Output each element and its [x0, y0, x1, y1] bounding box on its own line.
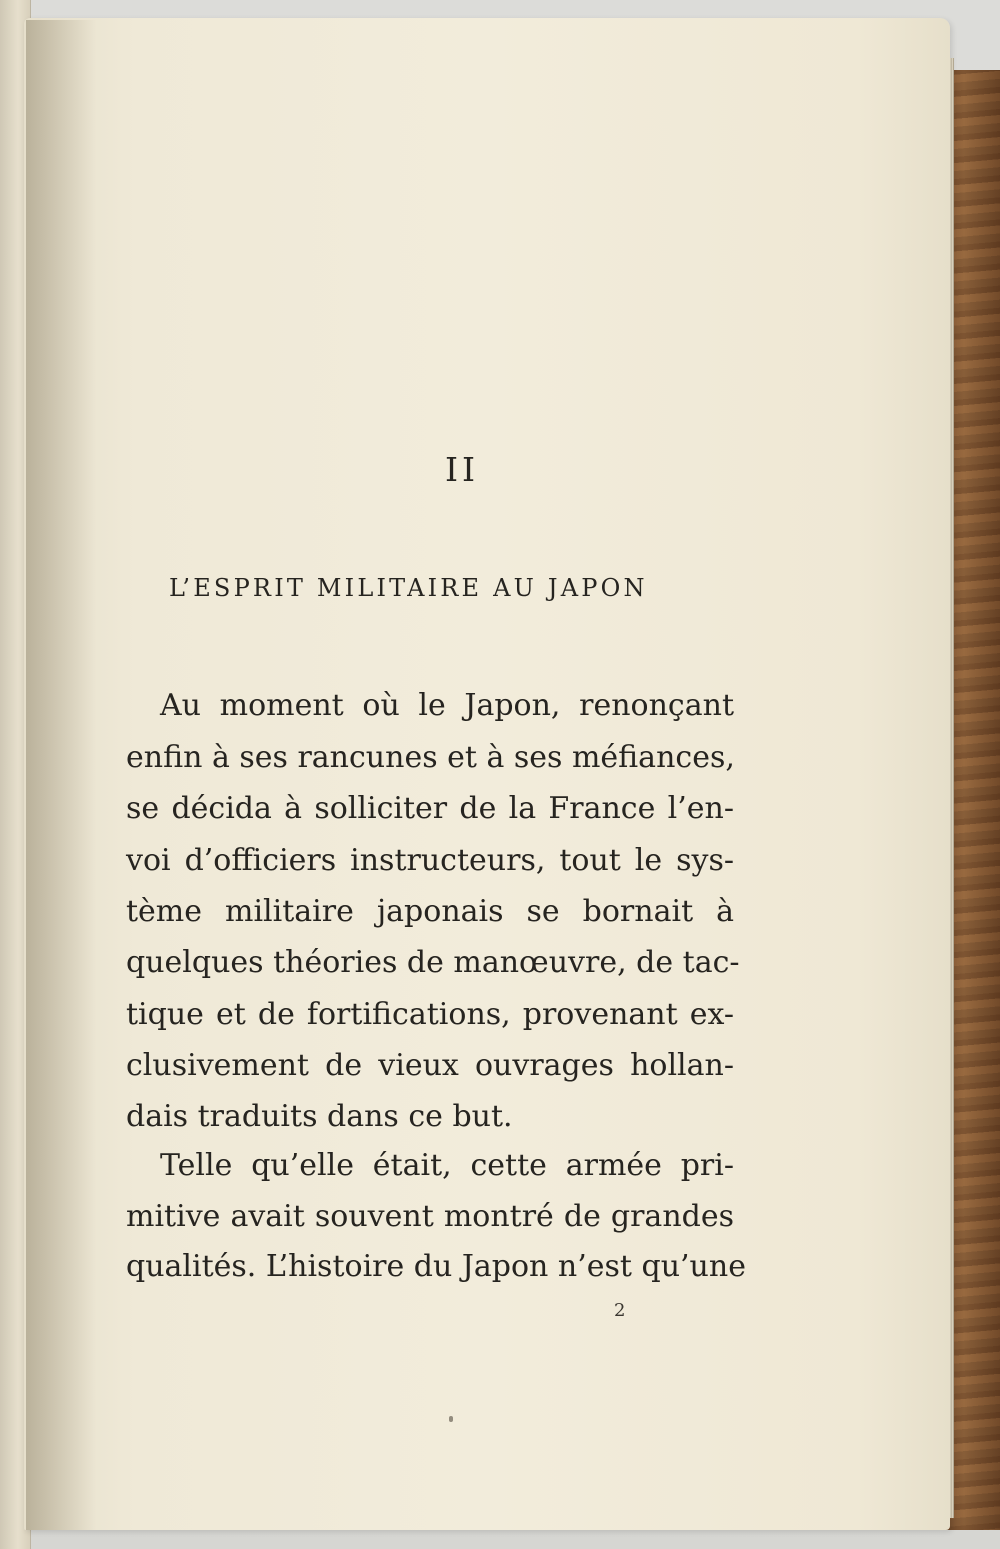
text-line: enfin à ses rancunes et à ses méfiances, — [126, 740, 735, 775]
paper-speck — [449, 1416, 453, 1422]
text-line: quelques théories de manœuvre, de tac- — [126, 945, 740, 980]
page-number: 2 — [614, 1300, 626, 1321]
book-page — [24, 18, 950, 1530]
text-line: voi d’officiers instructeurs, tout le sys- — [126, 843, 734, 878]
chapter-number: II — [444, 450, 480, 489]
text-line: se décida à solliciter de la France l’en- — [126, 791, 734, 826]
text-line: tique et de fortifications, provenant ex- — [126, 997, 734, 1032]
text-line: Telle qu’elle était, cette armée pri- — [160, 1148, 734, 1183]
text-line: clusivement de vieux ouvrages hollan- — [126, 1048, 734, 1083]
text-line: qualités. L’histoire du Japon n’est qu’une — [126, 1249, 746, 1284]
text-line: tème militaire japonais se bornait à — [126, 894, 734, 929]
chapter-title: L’ESPRIT MILITAIRE AU JAPON — [169, 574, 648, 602]
text-line: Au moment où le Japon, renonçant — [160, 688, 734, 723]
text-line: mitive avait souvent montré de grandes — [126, 1199, 734, 1234]
text-line: dais traduits dans ce but. — [126, 1099, 513, 1134]
